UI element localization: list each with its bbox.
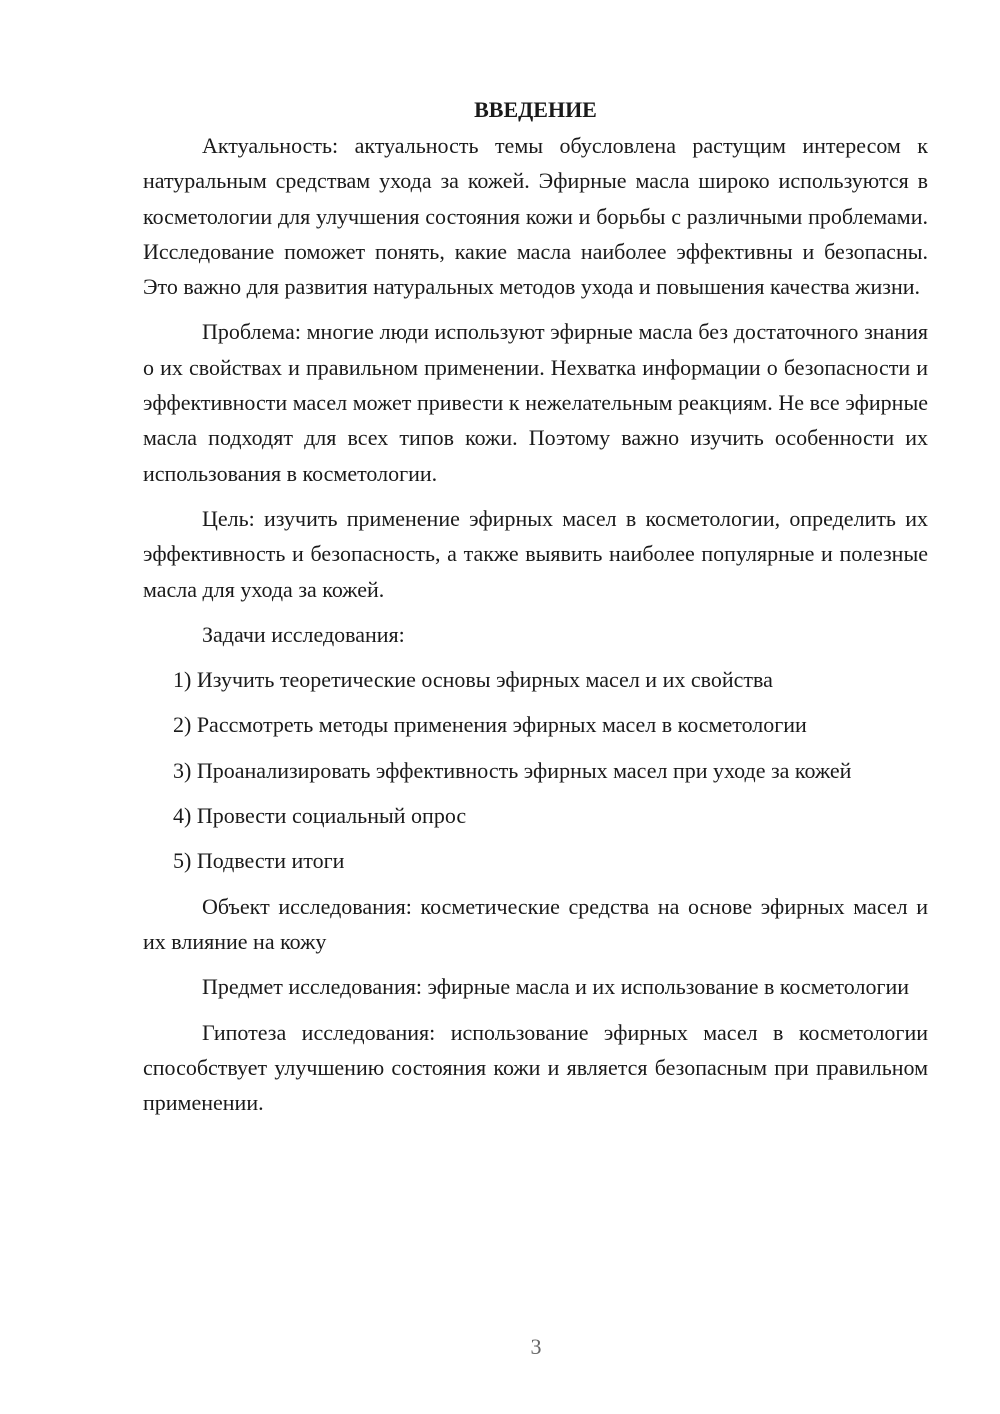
subject-paragraph: Предмет исследования: эфирные масла и их использование в косметологии	[202, 974, 910, 1000]
section-heading: ВВЕДЕНИЕ	[474, 97, 597, 122]
object-paragraph: Объект исследования: косметические средства на основе эфирных масел и их влияние на кожу	[143, 893, 928, 954]
relevance-paragraph: Актуальность: актуальность темы обусловлена растущим интересом к натуральным средствам ухода за кожей. Эфирные масла широко используются в косметологии для улучшения состояния кожи и борьбы с различными проблемами. Исследование поможет понять, какие масла наиболее эффективны и безопасны. Это важно для развития натуральных методов ухода и повышения качества жизни.	[143, 133, 928, 300]
task-item-5: 5) Подвести итоги	[173, 848, 345, 874]
page-number: 3	[530, 1334, 542, 1359]
document-page	[143, 92, 928, 1130]
hypothesis-paragraph: Гипотеза исследования: использование эфирных масел в косметологии способствует улучшению состояния кожи и является безопасным при правильном применении.	[143, 1019, 928, 1116]
task-item-1: 1) Изучить теоретические основы эфирных масел и их свойства	[173, 667, 773, 693]
tasks-title: Задачи исследования:	[202, 621, 405, 647]
task-item-2: 2) Рассмотреть методы применения эфирных масел в косметологии	[173, 712, 807, 738]
task-item-3: 3) Проанализировать эффективность эфирных масел при уходе за кожей	[173, 757, 852, 783]
task-item-4: 4) Провести социальный опрос	[173, 803, 467, 829]
problem-paragraph: Проблема: многие люди используют эфирные масла без достаточного знания о их свойствах и правильном применении. Нехватка информации о безопасности и эффективности масел может привести к нежелательным реакциям. Не все эфирные масла подходят для всех типов кожи. Поэтому важно изучить особенности их использования в косметологии.	[143, 319, 928, 486]
goal-paragraph: Цель: изучить применение эфирных масел в косметологии, определить их эффективность и безопасность, а также выявить наиболее популярные и полезные масла для ухода за кожей.	[143, 505, 928, 602]
